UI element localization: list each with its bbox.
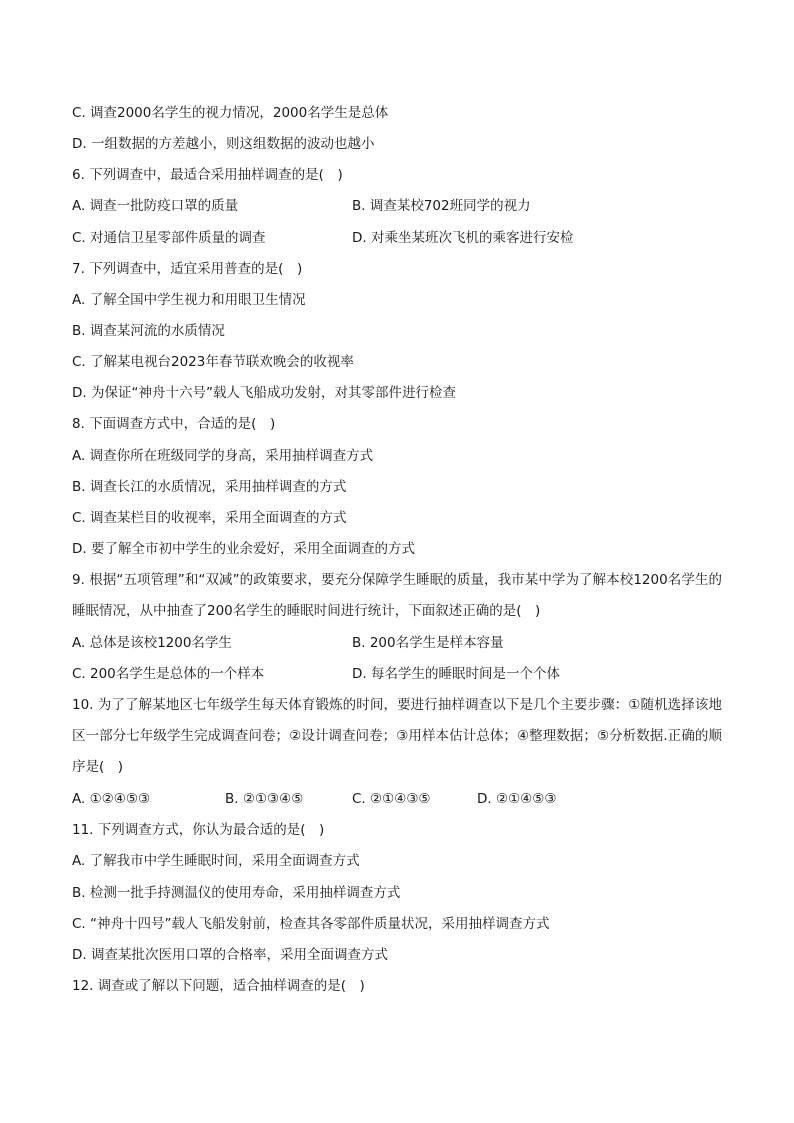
q7-stem: 7. 下列调查中，适宜采用普查的是( )	[72, 261, 303, 277]
q5-option-d: D. 一组数据的方差越小，则这组数据的波动也越小	[72, 136, 375, 152]
q11-option-d: D. 调查某批次医用口罩的合格率，采用全面调查方式	[72, 947, 388, 963]
q10-option-d: D. ②①④⑤③	[477, 791, 557, 807]
q10-stem: 10. 为了了解某地区七年级学生每天体育锻炼的时间，要进行抽样调查以下是几个主要步骤：①随机选择该地区一部分七年级学生完成调查问卷；②设计调查问卷；③用样本估计总体；④整理数据；⑤分析数据.正确的顺序是( )	[72, 697, 722, 775]
q11-option-b: B. 检测一批手持测温仪的使用寿命，采用抽样调查方式	[72, 885, 401, 901]
q7-option-a: A. 了解全国中学生视力和用眼卫生情况	[72, 292, 306, 308]
q6-stem: 6. 下列调查中，最适合采用抽样调查的是( )	[72, 167, 343, 183]
q7-option-c: C. 了解某电视台2023年春节联欢晚会的收视率	[72, 354, 354, 370]
q9-option-b: B. 200名学生是样本容量	[352, 635, 504, 651]
q9-option-a: A. 总体是该校1200名学生	[72, 635, 232, 651]
q8-option-c: C. 调查某栏目的收视率，采用全面调查的方式	[72, 510, 347, 526]
q6-option-c: C. 对通信卫星零部件质量的调查	[72, 230, 266, 246]
q9-option-d: D. 每名学生的睡眠时间是一个个体	[352, 666, 560, 682]
q11-option-c: C. “神舟十四号”载人飞船发射前，检查其各零部件质量状况，采用抽样调查方式	[72, 916, 550, 932]
q12-stem: 12. 调查或了解以下问题，适合抽样调查的是( )	[72, 978, 365, 994]
q8-stem: 8. 下面调查方式中，合适的是( )	[72, 416, 276, 432]
q11-option-a: A. 了解我市中学生睡眠时间，采用全面调查方式	[72, 853, 360, 869]
q10-option-b: B. ②①③④⑤	[225, 791, 304, 807]
q8-option-d: D. 要了解全市初中学生的业余爱好，采用全面调查的方式	[72, 541, 415, 557]
q6-option-b: B. 调查某校702班同学的视力	[352, 198, 531, 214]
q7-option-b: B. 调查某河流的水质情况	[72, 323, 225, 339]
q8-option-b: B. 调查长江的水质情况，采用抽样调查的方式	[72, 479, 347, 495]
q11-stem: 11. 下列调查方式，你认为最合适的是( )	[72, 822, 325, 838]
q7-option-d: D. 为保证“神舟十六号”载人飞船成功发射，对其零部件进行检查	[72, 385, 456, 401]
q6-option-d: D. 对乘坐某班次飞机的乘客进行安检	[352, 230, 574, 246]
q9-option-c: C. 200名学生是总体的一个样本	[72, 666, 265, 682]
q10-option-c: C. ②①④③⑤	[352, 791, 431, 807]
q9-stem: 9. 根据“五项管理”和“双减”的政策要求，要充分保障学生睡眠的质量，我市某中学为了解本校1200名学生的睡眠情况，从中抽查了200名学生的睡眠时间进行统计，下面叙述正确的是( )	[72, 572, 722, 619]
q10-option-a: A. ①②④⑤③	[72, 791, 151, 807]
q8-option-a: A. 调查你所在班级同学的身高，采用抽样调查方式	[72, 448, 374, 464]
q5-option-c: C. 调查2000名学生的视力情况，2000名学生是总体	[72, 105, 389, 121]
q6-option-a: A. 调查一批防疫口罩的质量	[72, 198, 239, 214]
